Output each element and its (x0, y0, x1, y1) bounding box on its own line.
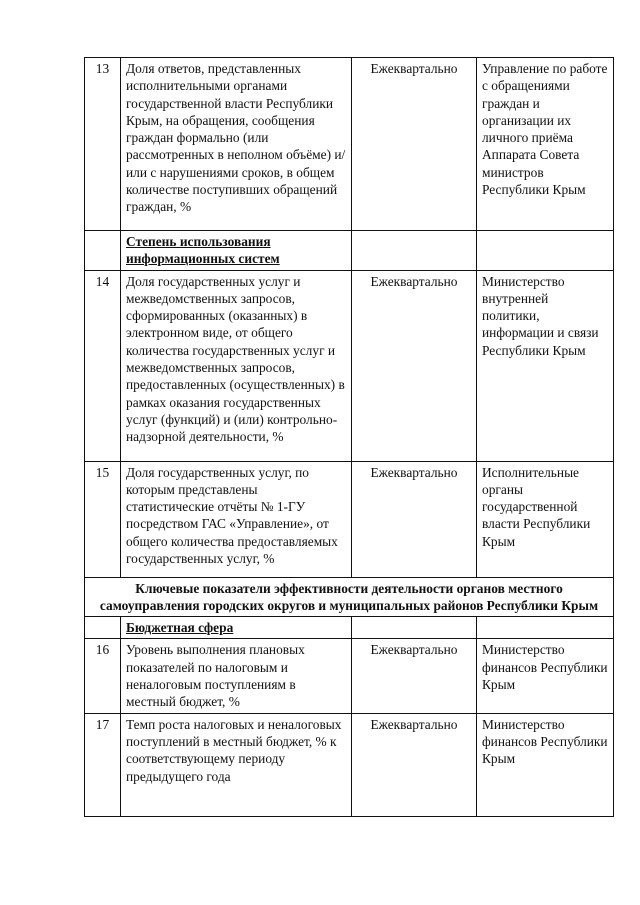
responsible-cell: Министерство финансов Республики Крым (477, 639, 614, 713)
indicators-table (84, 57, 614, 817)
table-row (85, 713, 614, 816)
subheading-row (85, 231, 614, 271)
section-row (85, 577, 614, 617)
period-cell: Ежеквартально (352, 639, 477, 713)
period-cell: Ежеквартально (352, 58, 477, 231)
responsible-cell: Исполнительные органы государственной власти Республики Крым (477, 461, 614, 577)
indicator-text: Доля государственных услуг и межведомственных запросов, сформированных (оказанных) в электронном виде, от общего количества государственных услуг и межведомственных запросов, предоставленных (осуществленных) в рамках оказания государственных услуг (функций) и (или) контрольно-надзорной деятельности, % (121, 270, 352, 461)
subheading-cell (121, 617, 352, 639)
subheading-text: Степень использования информационных систем (126, 234, 280, 267)
period-cell: Ежеквартально (352, 713, 477, 816)
indicator-text: Темп роста налоговых и неналоговых поступлений в местный бюджет, % к соответствующему периоду предыдущего года (121, 713, 352, 816)
row-number: 13 (85, 58, 121, 231)
subheading-cell (121, 231, 352, 271)
empty-cell (85, 617, 121, 639)
empty-cell (477, 617, 614, 639)
responsible-cell: Министерство финансов Республики Крым (477, 713, 614, 816)
table-row (85, 461, 614, 577)
responsible-cell: Министерство внутренней политики, информации и связи Республики Крым (477, 270, 614, 461)
row-number: 17 (85, 713, 121, 816)
empty-cell (352, 617, 477, 639)
empty-cell (477, 231, 614, 271)
empty-cell (352, 231, 477, 271)
indicator-text: Уровень выполнения плановых показателей по налоговым и неналоговым поступлениям в местный бюджет, % (121, 639, 352, 713)
table-row (85, 639, 614, 713)
table-row (85, 58, 614, 231)
empty-cell (85, 231, 121, 271)
period-cell: Ежеквартально (352, 270, 477, 461)
row-number: 15 (85, 461, 121, 577)
subheading-text: Бюджетная сфера (126, 620, 234, 636)
section-heading: Ключевые показатели эффективности деятельности органов местного самоуправления городских округов и муниципальных районов Республики Крым (85, 577, 614, 617)
table-row (85, 270, 614, 461)
indicator-text: Доля ответов, представленных исполнительными органами государственной власти Республики Крым, на обращения, сообщения граждан формально (или рассмотренных в неполном объёме) и/или с нарушениями сроков, в общем количестве поступивших обращений граждан, % (121, 58, 352, 231)
row-number: 16 (85, 639, 121, 713)
subheading-row (85, 617, 614, 639)
period-cell: Ежеквартально (352, 461, 477, 577)
responsible-cell: Управление по работе с обращениями граждан и организации их личного приёма Аппарата Совета министров Республики Крым (477, 58, 614, 231)
indicator-text: Доля государственных услуг, по которым представлены статистические отчёты № 1-ГУ посредством ГАС «Управление», от общего количества предоставляемых государственных услуг, % (121, 461, 352, 577)
row-number: 14 (85, 270, 121, 461)
